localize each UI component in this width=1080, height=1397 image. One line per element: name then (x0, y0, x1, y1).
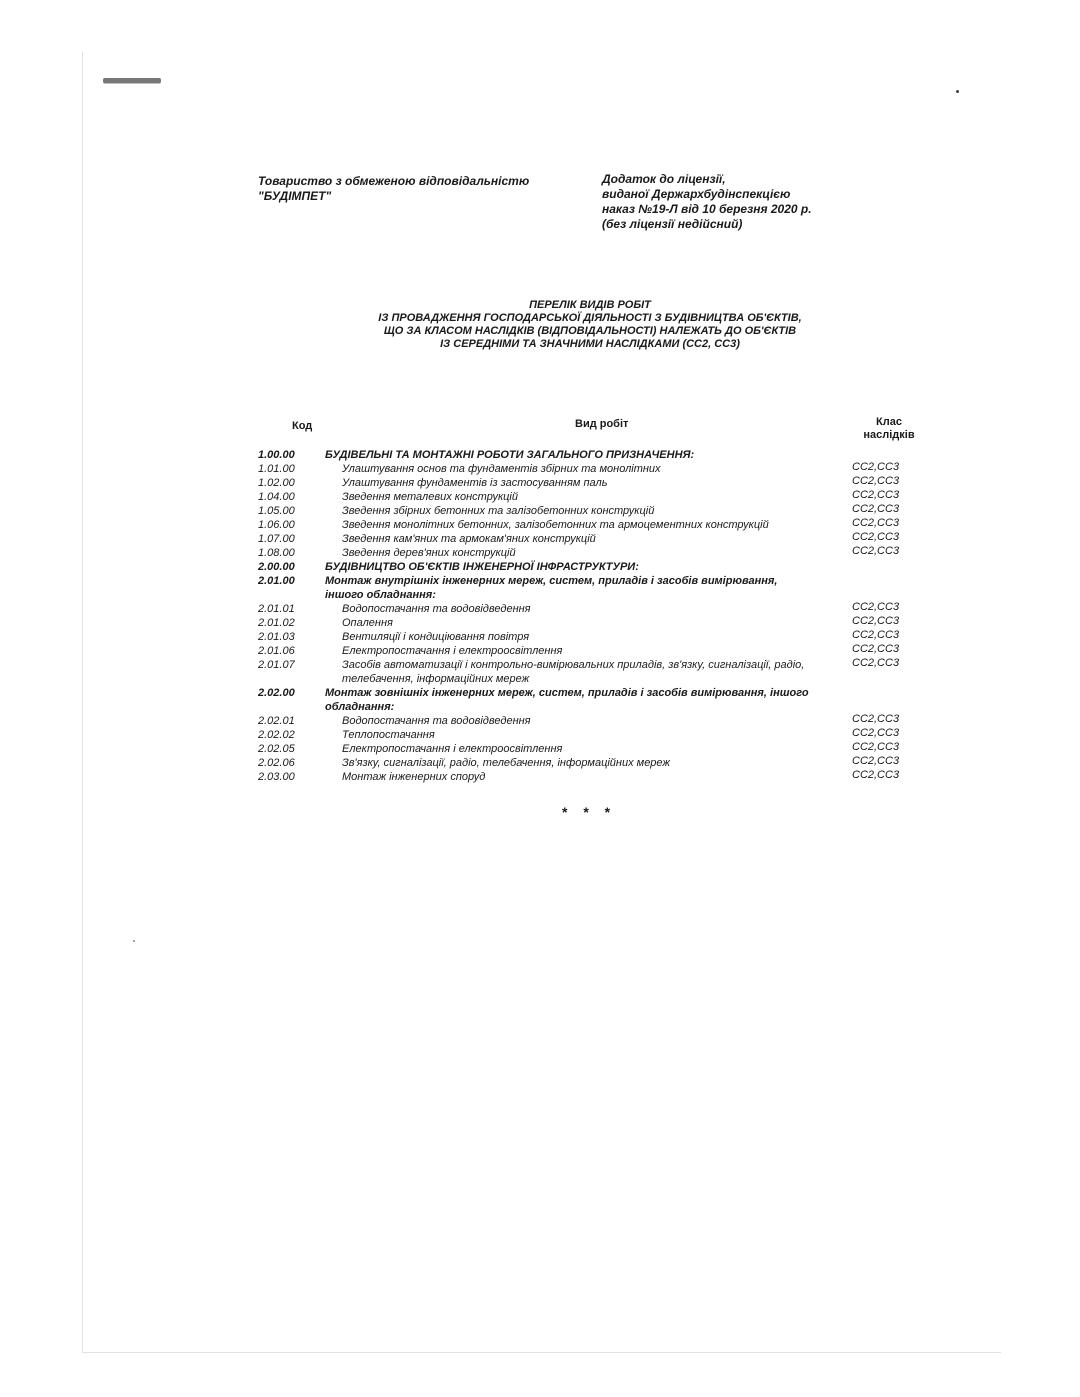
row-code: 2.00.00 (258, 561, 295, 573)
row-description: Зведення монолітних бетонних, залізобетонних та армоцементних конструкцій (342, 519, 769, 531)
row-code: 1.07.00 (258, 533, 295, 545)
row-class: СС2,СС3 (852, 475, 900, 487)
row-class: СС2,СС3 (852, 503, 900, 515)
row-class: СС2,СС3 (852, 769, 900, 781)
row-code: 2.01.00 (258, 575, 295, 587)
row-code: 1.02.00 (258, 477, 295, 489)
table-row (0, 644, 1080, 658)
table-row (0, 574, 1080, 602)
table-row (0, 504, 1080, 518)
row-description: Теплопостачання (342, 729, 435, 741)
row-description: Улаштування основ та фундаментів збірних та монолітних (342, 463, 661, 475)
company-name: "БУДІМПЕТ" (258, 189, 332, 203)
company-block (258, 174, 529, 204)
row-class: СС2,СС3 (852, 461, 900, 473)
table-row (0, 658, 1080, 686)
row-description: Водопостачання та водовідведення (342, 603, 531, 615)
table-row (0, 448, 1080, 462)
row-description: Опалення (342, 617, 393, 629)
table-row (0, 728, 1080, 742)
row-code: 2.02.05 (258, 743, 295, 755)
table-row (0, 714, 1080, 728)
table-row (0, 602, 1080, 616)
row-description: Монтаж зовнішніх інженерних мереж, систем, приладів і засобів вимірювання, іншого обладнання: (325, 687, 809, 713)
title-line: ІЗ ПРОВАДЖЕННЯ ГОСПОДАРСЬКОЇ ДІЯЛЬНОСТІ З БУДІВНИЦТВА ОБ'ЄКТІВ, (378, 312, 802, 324)
row-class: СС2,СС3 (852, 657, 900, 669)
column-header-class-line: Клас (876, 416, 902, 428)
column-header-class-line: наслідків (863, 429, 915, 441)
row-code: 2.01.07 (258, 659, 295, 671)
license-line: виданої Держархбудінспекцією (602, 187, 791, 201)
license-line: наказ №19-Л від 10 березня 2020 р. (602, 202, 812, 216)
row-class: СС2,СС3 (852, 517, 900, 529)
row-code: 1.00.00 (258, 449, 295, 461)
table-row (0, 518, 1080, 532)
row-description: Улаштування фундаментів із застосуванням паль (342, 477, 608, 489)
row-code: 2.02.01 (258, 715, 295, 727)
table-row (0, 476, 1080, 490)
column-header-code: Код (292, 420, 313, 432)
row-description: Зведення збірних бетонних та залізобетонних конструкцій (342, 505, 655, 517)
staple-mark (103, 78, 161, 83)
row-code: 1.04.00 (258, 491, 295, 503)
row-class: СС2,СС3 (852, 741, 900, 753)
title-line: ІЗ СЕРЕДНІМИ ТА ЗНАЧНИМИ НАСЛІДКАМИ (СС2, СС3) (440, 338, 740, 350)
row-description: Зведення дерев'яних конструкцій (342, 547, 516, 559)
row-code: 1.01.00 (258, 463, 295, 475)
license-block (602, 172, 812, 232)
row-class: СС2,СС3 (852, 755, 900, 767)
row-code: 2.01.03 (258, 631, 295, 643)
row-description: Монтаж інженерних споруд (342, 771, 486, 783)
company-line: Товариство з обмеженою відповідальністю (258, 174, 530, 188)
row-description: Вентиляції і кондиціювання повітря (342, 631, 530, 643)
row-code: 2.01.02 (258, 617, 295, 629)
row-class: СС2,СС3 (852, 629, 900, 641)
table-row (0, 532, 1080, 546)
row-class: СС2,СС3 (852, 615, 900, 627)
row-code: 1.08.00 (258, 547, 295, 559)
row-description: Засобів автоматизації і контрольно-вимірювальних приладів, зв'язку, сигналізації, радіо, телебачення, інформаційних мереж (342, 659, 805, 685)
end-marker: * * * (562, 804, 617, 820)
table-row (0, 742, 1080, 756)
row-code: 2.01.06 (258, 645, 295, 657)
row-class: СС2,СС3 (852, 545, 900, 557)
table-row (0, 630, 1080, 644)
row-class: СС2,СС3 (852, 713, 900, 725)
row-description: Електропостачання і електроосвітлення (342, 743, 563, 755)
speck (956, 90, 959, 93)
license-line: (без ліцензії недійсний) (602, 217, 743, 231)
table-row (0, 462, 1080, 476)
row-class: СС2,СС3 (852, 601, 900, 613)
column-header-work: Вид робіт (575, 418, 629, 430)
row-description: БУДІВНИЦТВО ОБ'ЄКТІВ ІНЖЕНЕРНОЇ ІНФРАСТРУКТУРИ: (325, 561, 639, 573)
row-description: Зведення металевих конструкцій (342, 491, 518, 503)
table-row (0, 490, 1080, 504)
table-row (0, 756, 1080, 770)
row-description: Електропостачання і електроосвітлення (342, 645, 563, 657)
works-table (0, 448, 1080, 784)
table-row (0, 616, 1080, 630)
table-row (0, 686, 1080, 714)
row-description: Водопостачання та водовідведення (342, 715, 531, 727)
title-line: ЩО ЗА КЛАСОМ НАСЛІДКІВ (ВІДПОВІДАЛЬНОСТІ) НАЛЕЖАТЬ ДО ОБ'ЄКТІВ (383, 325, 797, 337)
row-description: Монтаж внутрішніх інженерних мереж, систем, приладів і засобів вимірювання, іншого обладнання: (325, 575, 778, 601)
speck (133, 940, 135, 942)
row-code: 2.02.02 (258, 729, 295, 741)
table-row (0, 546, 1080, 560)
table-row (0, 770, 1080, 784)
row-code: 2.02.06 (258, 757, 295, 769)
row-description: БУДІВЕЛЬНІ ТА МОНТАЖНІ РОБОТИ ЗАГАЛЬНОГО ПРИЗНАЧЕННЯ: (325, 449, 695, 461)
row-code: 2.02.00 (258, 687, 295, 699)
row-code: 1.06.00 (258, 519, 295, 531)
document-title (300, 299, 880, 351)
row-description: Зведення кам'яних та армокам'яних конструкцій (342, 533, 596, 545)
license-line: Додаток до ліцензії, (602, 172, 726, 186)
row-code: 1.05.00 (258, 505, 295, 517)
row-code: 2.01.01 (258, 603, 295, 615)
row-class: СС2,СС3 (852, 531, 900, 543)
column-header-class (858, 416, 920, 442)
row-class: СС2,СС3 (852, 643, 900, 655)
table-row (0, 560, 1080, 574)
row-code: 2.03.00 (258, 771, 295, 783)
row-description: Зв'язку, сигналізації, радіо, телебачення, інформаційних мереж (342, 757, 670, 769)
row-class: СС2,СС3 (852, 727, 900, 739)
title-line: ПЕРЕЛІК ВИДІВ РОБІТ (529, 299, 651, 311)
row-class: СС2,СС3 (852, 489, 900, 501)
